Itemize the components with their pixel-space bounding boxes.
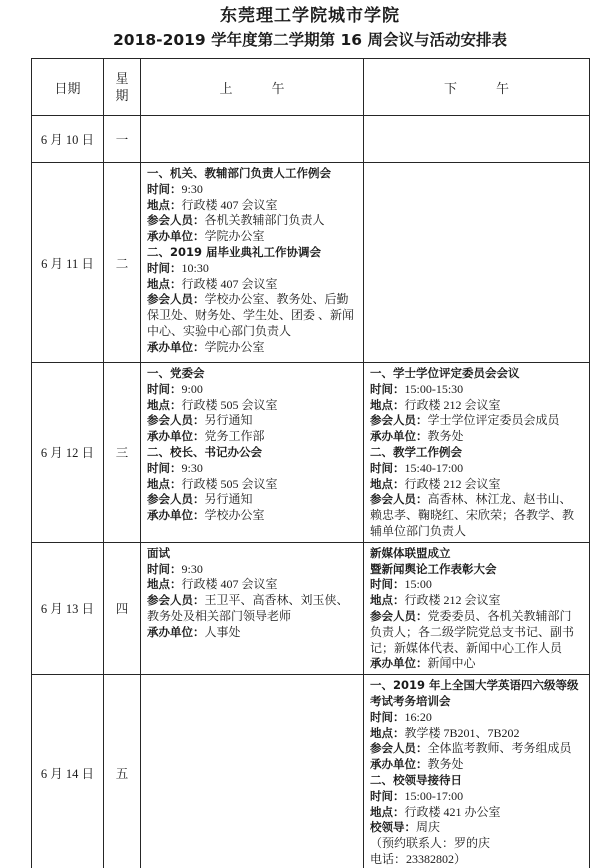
- document-header: [31, 5, 589, 51]
- col-header-afternoon: 下 午: [364, 59, 590, 116]
- schedule-line: [147, 182, 357, 198]
- line-label: 时间：: [370, 577, 405, 592]
- line-label: 地点：: [147, 577, 182, 592]
- line-label: 时间：: [147, 561, 182, 576]
- schedule-line: [370, 382, 583, 398]
- line-label: 校领导：: [370, 820, 416, 835]
- line-label: 承办单位：: [147, 339, 205, 354]
- line-label: 二、2019 届毕业典礼工作协调会: [147, 244, 322, 259]
- line-text: 15:40-17:00: [404, 460, 464, 475]
- line-label: 参会人员：: [370, 741, 428, 756]
- line-text: 9:30: [181, 181, 203, 196]
- col-header-date: 日期: [32, 59, 104, 116]
- afternoon-cell: [364, 116, 590, 163]
- schedule-line: [370, 609, 583, 656]
- line-text: 行政楼 212 会议室: [404, 476, 501, 491]
- line-label: 面试: [147, 545, 170, 560]
- schedule-line: [147, 429, 357, 445]
- line-text: 党委委员、各机关教辅部门负责人；各二级学院党总支书记、副书记；新媒体代表、新闻中心工作人员: [370, 608, 575, 655]
- schedule-line: [370, 678, 583, 710]
- line-text: 9:30: [181, 460, 203, 475]
- line-label: 时间：: [370, 460, 405, 475]
- schedule-line: [370, 366, 583, 382]
- weekday-cell: 二: [104, 163, 141, 363]
- line-text: 行政楼 212 会议室: [404, 397, 501, 412]
- schedule-line: [147, 340, 357, 356]
- header-row: [32, 59, 590, 116]
- line-text: 学校办公室: [204, 508, 265, 523]
- schedule-line: [147, 277, 357, 293]
- line-label: 承办单位：: [370, 656, 428, 671]
- schedule-line: [147, 445, 357, 461]
- line-label: 地点：: [147, 276, 182, 291]
- line-label: 一、机关、教辅部门负责人工作例会: [147, 166, 331, 180]
- schedule-line: [370, 741, 583, 757]
- date-cell: 6 月 12 日: [32, 363, 104, 543]
- line-label: 参会人员：: [370, 413, 428, 428]
- line-text: 学士学位评定委员会成员: [427, 413, 560, 428]
- line-text: 电话：23382802）: [370, 851, 467, 866]
- schedule-table: [31, 58, 590, 868]
- line-text: 全体监考教师、考务组成员: [427, 741, 572, 756]
- schedule-line: [147, 198, 357, 214]
- table-row: [32, 363, 590, 543]
- line-text: 行政楼 407 会议室: [181, 276, 278, 291]
- line-text: 教务处: [427, 429, 464, 444]
- line-label: 参会人员：: [370, 608, 428, 623]
- table-row: [32, 542, 590, 674]
- line-label: 二、校长、书记办公会: [147, 444, 262, 459]
- schedule-line: [147, 398, 357, 414]
- line-text: 行政楼 421 办公室: [404, 804, 501, 819]
- line-label: 时间：: [147, 381, 182, 396]
- line-text: 周庆: [416, 820, 441, 835]
- line-label: 地点：: [147, 476, 182, 491]
- line-text: 9:30: [181, 561, 203, 576]
- schedule-line: [370, 656, 583, 672]
- col-header-weekday: 星期: [104, 59, 141, 116]
- schedule-line: [370, 789, 583, 805]
- morning-cell: [141, 116, 364, 163]
- line-label: 地点：: [370, 725, 405, 740]
- schedule-line: [370, 562, 583, 578]
- schedule-line: [147, 292, 357, 339]
- page-subtitle: 2018-2019 学年度第二学期第 16 周会议与活动安排表: [113, 31, 507, 49]
- schedule-line: [370, 852, 583, 868]
- line-label: 承办单位：: [147, 624, 205, 639]
- line-label: 时间：: [370, 709, 405, 724]
- date-cell: 6 月 10 日: [32, 116, 104, 163]
- line-label: 地点：: [147, 397, 182, 412]
- line-text: 新闻中心: [427, 656, 476, 671]
- line-text: 教务处: [427, 757, 464, 772]
- schedule-line: [370, 445, 583, 461]
- line-text: 学校办公室、教务处、后勤保卫处、财务处、学生处、团委 、新闻中心、实验中心部门负责人: [147, 292, 355, 338]
- line-label: 时间：: [370, 788, 405, 803]
- line-label: 参会人员：: [370, 492, 428, 507]
- line-label: 地点：: [370, 476, 405, 491]
- schedule-line: [370, 773, 583, 789]
- schedule-line: [147, 382, 357, 398]
- schedule-line: [370, 757, 583, 773]
- line-label: 地点：: [370, 397, 405, 412]
- schedule-line: [147, 461, 357, 477]
- schedule-line: [370, 836, 583, 852]
- line-label: 时间：: [147, 181, 182, 196]
- schedule-line: [370, 726, 583, 742]
- line-label: 承办单位：: [370, 757, 428, 772]
- line-label: 一、学士学位评定委员会会议: [370, 366, 520, 380]
- line-text: 15:00: [404, 577, 432, 592]
- afternoon-cell: [364, 675, 590, 868]
- line-label: 承办单位：: [370, 429, 428, 444]
- schedule-line: [147, 593, 357, 625]
- schedule-line: [147, 245, 357, 261]
- morning-cell: [141, 542, 364, 674]
- line-text: 党务工作部: [204, 429, 265, 444]
- line-label: 地点：: [370, 593, 405, 608]
- line-label: 时间：: [370, 381, 405, 396]
- line-label: 二、校领导接待日: [370, 772, 462, 787]
- schedule-line: [147, 508, 357, 524]
- line-label: 地点：: [147, 197, 182, 212]
- schedule-line: [147, 166, 357, 182]
- weekday-cell: 五: [104, 675, 141, 868]
- line-text: 行政楼 407 会议室: [181, 577, 278, 592]
- schedule-line: [147, 229, 357, 245]
- table-row: [32, 163, 590, 363]
- schedule-line: [370, 492, 583, 539]
- morning-cell: [141, 675, 364, 868]
- line-label: 参会人员：: [147, 593, 205, 608]
- line-label: 一、党委会: [147, 366, 205, 380]
- schedule-line: [147, 213, 357, 229]
- schedule-line: [147, 477, 357, 493]
- line-text: 另行通知: [204, 492, 253, 507]
- line-label: 地点：: [370, 804, 405, 819]
- afternoon-cell: [364, 363, 590, 543]
- line-text: 行政楼 212 会议室: [404, 593, 501, 608]
- schedule-line: [370, 461, 583, 477]
- line-label: 承办单位：: [147, 429, 205, 444]
- table-row: [32, 116, 590, 163]
- schedule-line: [370, 593, 583, 609]
- line-text: 行政楼 505 会议室: [181, 476, 278, 491]
- line-text: 各机关教辅部门负责人: [204, 213, 325, 228]
- line-label: 参会人员：: [147, 492, 205, 507]
- line-text: 学院办公室: [204, 229, 265, 244]
- schedule-line: [147, 492, 357, 508]
- line-label: 参会人员：: [147, 292, 205, 307]
- line-label: 参会人员：: [147, 413, 205, 428]
- date-cell: 6 月 11 日: [32, 163, 104, 363]
- schedule-line: [370, 546, 583, 562]
- schedule-line: [370, 820, 583, 836]
- afternoon-cell: [364, 542, 590, 674]
- line-label: 二、教学工作例会: [370, 444, 462, 459]
- line-label: 参会人员：: [147, 213, 205, 228]
- schedule-line: [147, 413, 357, 429]
- line-text: 教学楼 7B201、7B202: [404, 725, 520, 740]
- line-label: 新媒体联盟成立: [370, 545, 451, 560]
- table-row: [32, 675, 590, 868]
- morning-cell: [141, 163, 364, 363]
- schedule-line: [147, 562, 357, 578]
- page-title: 东莞理工学院城市学院: [220, 6, 400, 26]
- line-text: 10:30: [181, 260, 209, 275]
- line-text: 15:00-17:00: [404, 788, 464, 803]
- line-label: 承办单位：: [147, 229, 205, 244]
- line-text: 9:00: [181, 381, 203, 396]
- weekday-cell: 四: [104, 542, 141, 674]
- schedule-line: [370, 413, 583, 429]
- schedule-line: [147, 366, 357, 382]
- weekday-cell: 一: [104, 116, 141, 163]
- line-text: 王卫平、高香林、刘玉侠、教务处及相关部门领导老师: [147, 593, 349, 623]
- line-label: 承办单位：: [147, 508, 205, 523]
- line-text: （预约联系人：罗的庆: [370, 836, 491, 851]
- line-label: 时间：: [147, 260, 182, 275]
- date-cell: 6 月 14 日: [32, 675, 104, 868]
- schedule-line: [147, 261, 357, 277]
- schedule-body: [32, 116, 590, 868]
- schedule-line: [370, 398, 583, 414]
- schedule-line: [370, 429, 583, 445]
- schedule-line: [147, 625, 357, 641]
- schedule-line: [370, 710, 583, 726]
- schedule-line: [147, 546, 357, 562]
- line-text: 高香林、林江龙、赵书山、赖忠孝、鞠晓红、宋欣荣；各教学、教辅单位部门负责人: [370, 492, 575, 538]
- afternoon-cell: [364, 163, 590, 363]
- line-label: 时间：: [147, 460, 182, 475]
- schedule-line: [370, 805, 583, 821]
- morning-cell: [141, 363, 364, 543]
- weekday-cell: 三: [104, 363, 141, 543]
- schedule-line: [370, 577, 583, 593]
- date-cell: 6 月 13 日: [32, 542, 104, 674]
- schedule-line: [370, 477, 583, 493]
- line-text: 行政楼 407 会议室: [181, 197, 278, 212]
- line-text: 15:00-15:30: [404, 381, 464, 396]
- line-label: 一、2019 年上全国大学英语四六级等级考试考务培训会: [370, 678, 579, 708]
- line-label: 暨新闻舆论工作表彰大会: [370, 561, 497, 576]
- line-text: 行政楼 505 会议室: [181, 397, 278, 412]
- col-header-morning: 上 午: [141, 59, 364, 116]
- line-text: 人事处: [204, 624, 241, 639]
- line-text: 另行通知: [204, 413, 253, 428]
- line-text: 16:20: [404, 709, 432, 724]
- schedule-line: [147, 577, 357, 593]
- line-text: 学院办公室: [204, 339, 265, 354]
